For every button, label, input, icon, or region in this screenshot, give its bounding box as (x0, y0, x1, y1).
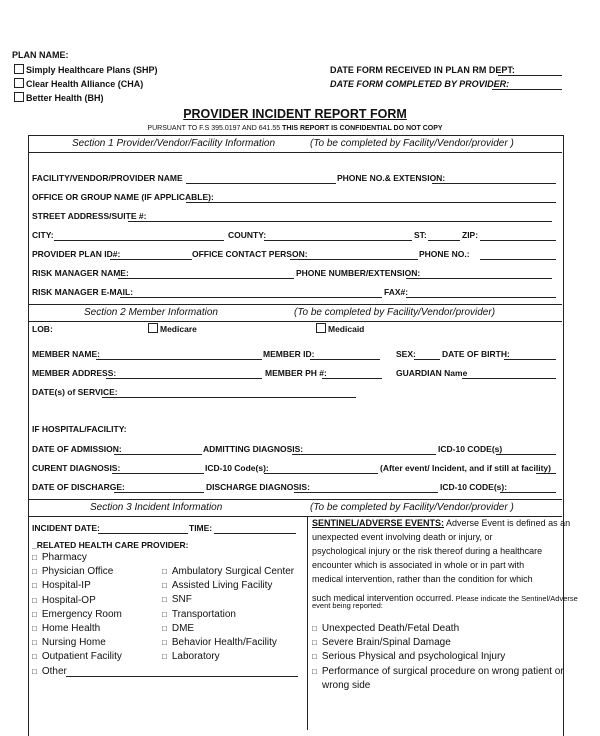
sentinel-text-line: event being reported: (312, 601, 383, 610)
icd-codes-current-label: ICD-10 Code(s): (205, 463, 269, 473)
fax-field[interactable] (406, 297, 556, 298)
sentinel-text-line: psychological injury or the risk thereof during a healthcare (312, 546, 543, 556)
member-name-label: MEMBER NAME: (32, 349, 100, 359)
discharge-date-field[interactable] (114, 492, 204, 493)
dates-service-field[interactable] (102, 397, 356, 398)
section3-note: (To be completed by Facility/Vendor/provider ) (310, 502, 514, 513)
checkbox-icon[interactable]: □ (32, 652, 37, 662)
guardian-label: GUARDIAN Name (396, 368, 468, 378)
discharge-date-label: DATE OF DISCHARGE: (32, 482, 125, 492)
city-field[interactable] (54, 240, 224, 241)
checkbox-icon[interactable]: □ (32, 553, 37, 562)
office-group-label: OFFICE OR GROUP NAME (IF APPLICABLE): (32, 192, 214, 202)
dob-field[interactable] (504, 359, 556, 360)
provider-option[interactable]: □ Pharmacy (32, 552, 87, 563)
checkbox-icon[interactable]: □ (162, 581, 167, 591)
incident-time-field[interactable] (214, 533, 296, 534)
section2-header (28, 304, 562, 322)
member-name-field[interactable] (96, 359, 262, 360)
sentinel-text-line: medical intervention, rather than the condition for which (312, 574, 533, 584)
city-label: CITY: (32, 230, 54, 240)
discharge-dx-label: DISCHARGE DIAGNOSIS: (206, 482, 310, 492)
checkbox-icon[interactable]: □ (312, 624, 317, 633)
section3-divider (307, 516, 308, 730)
plan-option-shp[interactable]: Simply Healthcare Plans (SHP) (14, 64, 158, 75)
provider-option-other[interactable]: □ Other (32, 665, 67, 677)
admitting-dx-label: ADMITTING DIAGNOSIS: (203, 444, 304, 454)
icd-codes-current-field[interactable] (264, 473, 378, 474)
phone-no-label: PHONE NO.: (419, 249, 470, 259)
checkbox-icon[interactable] (14, 78, 24, 88)
section1-header (28, 135, 562, 153)
zip-field[interactable] (480, 240, 556, 241)
office-contact-label: OFFICE CONTACT PERSON: (192, 249, 308, 259)
provider-option[interactable]: □ Transportation (162, 608, 236, 620)
sentinel-text-line: unexpected event involving death or injury, or (312, 532, 493, 542)
medicare-option[interactable]: Medicare (148, 323, 197, 334)
checkbox-icon[interactable]: □ (312, 666, 317, 676)
event-option[interactable]: □ Severe Brain/Spinal Damage (312, 637, 451, 649)
dates-service-label: DATE(s) of SERVICE: (32, 387, 118, 397)
other-provider-field[interactable] (66, 676, 298, 677)
section1-title: Section 1 Provider/Vendor/Facility Information (72, 138, 276, 149)
icd-codes-discharge-field[interactable] (500, 492, 556, 493)
zip-label: ZIP: (462, 230, 479, 240)
provider-option[interactable]: □ Outpatient Facility (32, 651, 122, 663)
checkbox-icon[interactable]: □ (312, 652, 317, 662)
provider-option[interactable]: □ Hospital-IP (32, 580, 91, 592)
county-label: COUNTY: (228, 230, 267, 240)
checkbox-icon[interactable]: □ (162, 623, 167, 633)
office-group-field[interactable] (186, 202, 556, 203)
discharge-dx-field[interactable] (294, 492, 438, 493)
section2-title: Section 2 Member Information (84, 307, 218, 318)
section3-header (28, 499, 562, 517)
provider-list-left (32, 552, 122, 680)
medicaid-option[interactable]: Medicaid (316, 323, 364, 334)
phone-no-field[interactable] (480, 259, 556, 260)
state-label: ST: (414, 230, 427, 240)
event-option-continued: wrong side (322, 679, 371, 691)
guardian-field[interactable] (462, 378, 556, 379)
date-completed-label: DATE FORM COMPLETED BY PROVIDER: (330, 79, 510, 89)
date-received-field[interactable] (498, 75, 562, 76)
member-id-label: MEMBER ID: (263, 349, 315, 359)
form-subtitle: PURSUANT TO F.S 395.0197 AND 641.55 THIS REPORT IS CONFIDENTIAL DO NOT COPY (147, 125, 443, 132)
checkbox-icon[interactable]: □ (162, 567, 167, 576)
facility-name-field[interactable] (186, 183, 336, 184)
provider-option[interactable]: □ Assisted Living Facility (162, 580, 273, 592)
provider-option[interactable]: □ Nursing Home (32, 637, 106, 649)
after-event-note: (After event/ Incident, and if still at facility) (380, 463, 551, 473)
provider-option[interactable]: □ Laboratory (162, 651, 220, 663)
state-field[interactable] (428, 240, 460, 241)
member-id-field[interactable] (310, 359, 380, 360)
incident-date-label: INCIDENT DATE: (32, 523, 100, 533)
dob-label: DATE OF BIRTH: (442, 349, 510, 359)
member-address-field[interactable] (106, 378, 262, 379)
provider-option[interactable]: □ Home Health (32, 622, 101, 634)
member-address-label: MEMBER ADDRESS: (32, 368, 117, 378)
street-label: STREET ADDRESS/SUITE #: (32, 211, 147, 221)
current-dx-label: CURENT DIAGNOSIS: (32, 463, 121, 473)
icd-codes-label: ICD-10 CODE(s) (438, 444, 503, 454)
checkbox-icon[interactable]: □ (32, 567, 37, 577)
section2-note: (To be completed by Facility/Vendor/provider) (294, 307, 496, 318)
fax-label: FAX#: (384, 287, 409, 297)
provider-list-right (162, 566, 294, 665)
admission-date-field[interactable] (114, 454, 202, 455)
admitting-dx-field[interactable] (292, 454, 436, 455)
county-field[interactable] (264, 240, 412, 241)
provider-option[interactable]: □ Physician Office (32, 566, 114, 578)
plan-id-label: PROVIDER PLAN ID#: (32, 249, 121, 259)
checkbox-icon[interactable]: □ (32, 638, 37, 648)
sentinel-text-line: such medical intervention occurred. Please indicate the Sentinel/Adverse (312, 593, 578, 603)
checkbox-icon[interactable] (14, 92, 24, 102)
member-phone-field[interactable] (322, 378, 382, 379)
provider-option[interactable]: □ SNF (162, 594, 192, 606)
admission-date-label: DATE OF ADMISSION: (32, 444, 122, 454)
phone-number-ext-label: PHONE NUMBER/EXTENSION: (296, 268, 421, 278)
checkbox-icon[interactable] (316, 323, 326, 333)
event-option[interactable]: □ Serious Physical and psychological Injury (312, 651, 506, 663)
lob-label: LOB: (32, 324, 53, 334)
form-title: PROVIDER INCIDENT REPORT FORM (183, 107, 407, 121)
plan-id-field[interactable] (110, 259, 192, 260)
street-field[interactable] (128, 221, 552, 222)
plan-option-bh[interactable]: Better Health (BH) (14, 92, 104, 103)
checkbox-icon[interactable]: □ (32, 609, 37, 619)
provider-option[interactable]: □ Ambulatory Surgical Center (162, 566, 295, 577)
section3-title: Section 3 Incident Information (90, 502, 223, 513)
checkbox-icon[interactable]: □ (162, 637, 167, 647)
sex-label: SEX: (396, 349, 416, 359)
date-received-label: DATE FORM RECEIVED IN PLAN RM DEPT: (330, 65, 515, 75)
event-list (312, 623, 564, 694)
risk-manager-name-field[interactable] (118, 278, 294, 279)
incident-date-field[interactable] (98, 533, 188, 534)
checkbox-icon[interactable]: □ (32, 581, 37, 591)
icd-codes-discharge-label: ICD-10 CODE(s): (440, 482, 508, 492)
icd-codes-field[interactable] (496, 454, 556, 455)
facility-name-label: FACILITY/VENDOR/PROVIDER NAME (32, 173, 183, 183)
hospital-label: IF HOSPITAL/FACILITY: (32, 424, 127, 434)
risk-manager-email-field[interactable] (120, 297, 382, 298)
checkbox-icon[interactable] (14, 64, 24, 74)
sentinel-intro: SENTINEL/ADVERSE EVENTS: Adverse Event is defined as an (312, 518, 571, 528)
incident-time-label: TIME: (189, 523, 213, 533)
provider-option[interactable]: □ DME (162, 622, 195, 634)
checkbox-icon[interactable]: □ (312, 638, 317, 648)
checkbox-icon[interactable]: □ (32, 623, 37, 633)
provider-option[interactable]: □ Emergency Room (32, 608, 122, 620)
plan-option-cha[interactable]: Clear Health Alliance (CHA) (14, 78, 143, 89)
risk-manager-email-label: RISK MANAGER E-MAIL: (32, 287, 134, 297)
checkbox-icon[interactable]: □ (162, 609, 167, 619)
provider-option[interactable]: □ Hospital-OP (32, 594, 96, 606)
provider-option[interactable]: □ Behavior Health/Facility (162, 636, 277, 648)
member-phone-label: MEMBER PH #: (265, 368, 327, 378)
checkbox-icon[interactable]: □ (32, 595, 37, 605)
after-event-field[interactable] (536, 473, 556, 474)
phone-ext-field[interactable] (432, 183, 556, 184)
sentinel-text-line: encounter which is associated in whole or in part with (312, 560, 525, 570)
sex-field[interactable] (414, 359, 440, 360)
checkbox-icon[interactable] (148, 323, 158, 333)
date-completed-field[interactable] (492, 89, 562, 90)
section1-note: (To be completed by Facility/Vendor/provider ) (310, 138, 514, 149)
event-option[interactable]: □ Unexpected Death/Fetal Death (312, 623, 460, 634)
current-dx-field[interactable] (112, 473, 204, 474)
risk-manager-name-label: RISK MANAGER NAME: (32, 268, 129, 278)
plan-name-label: PLAN NAME: (12, 50, 69, 60)
checkbox-icon[interactable]: □ (162, 652, 167, 662)
checkbox-icon[interactable]: □ (162, 595, 167, 605)
related-provider-label: _RELATED HEALTH CARE PROVIDER: (32, 540, 189, 550)
phone-ext-label: PHONE NO.& EXTENSION: (337, 173, 446, 183)
office-contact-field[interactable] (290, 259, 418, 260)
event-option[interactable]: □ Performance of surgical procedure on wrong patient or (312, 665, 564, 677)
checkbox-icon[interactable]: □ (32, 666, 37, 676)
phone-number-ext-field[interactable] (406, 278, 552, 279)
